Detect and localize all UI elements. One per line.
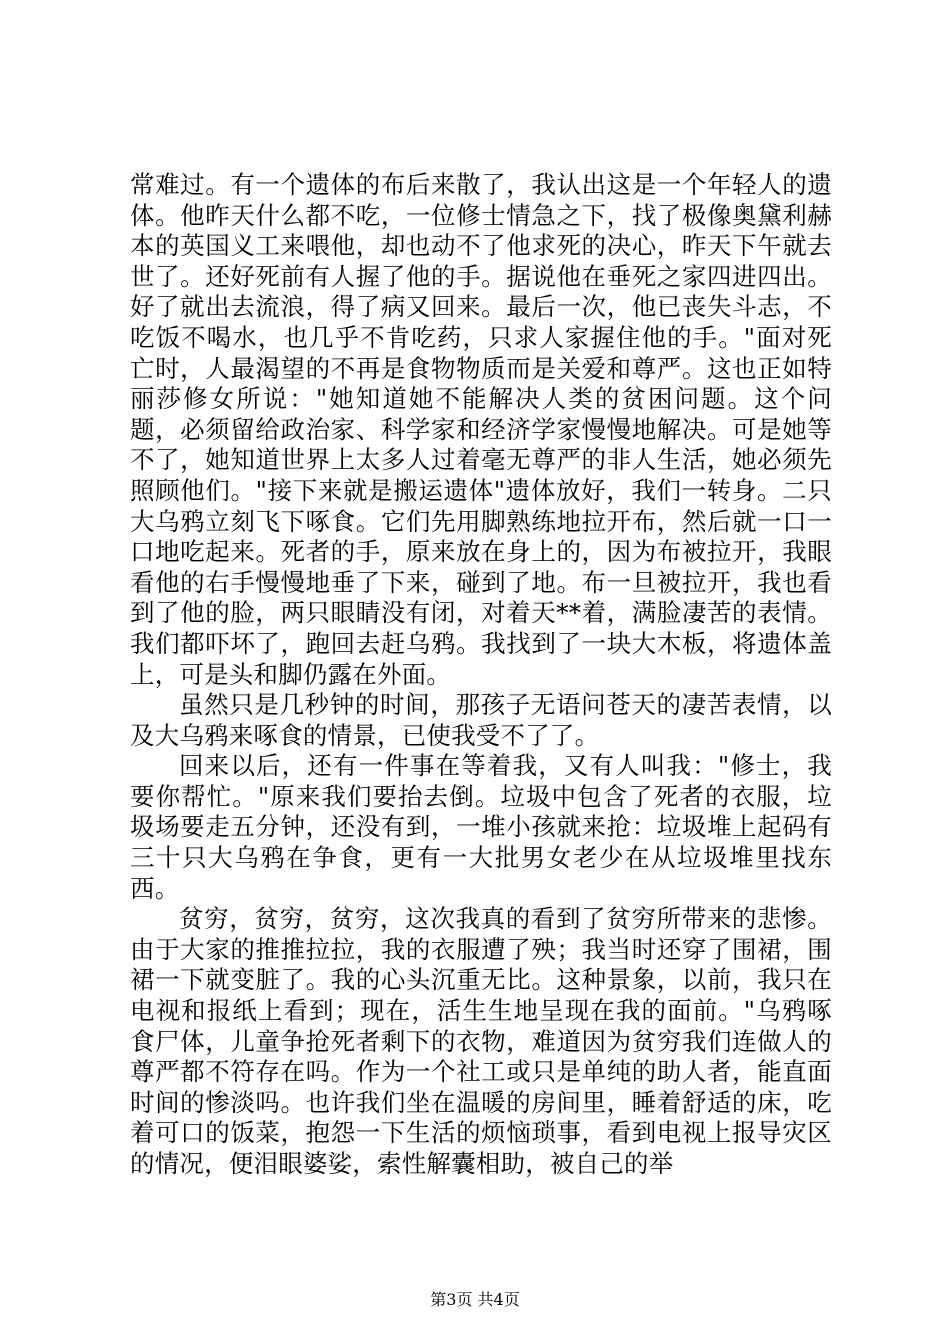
page-number-footer: 第3页 共4页 (430, 1290, 520, 1309)
paragraph-1: 常难过。有一个遗体的布后来散了，我认出这是一个年轻人的遗体。他昨天什么都不吃，一位修士情急之下，找了极像奥黛利赫本的英国义工来喂他，却也动不了他求死的决心，昨天下午就去世了。还好死前有人握了他的手。据说他在垂死之家四进四出。好了就出去流浪，得了病又回来。最后一次，他已丧失斗志，不吃饭不喝水，也几乎不肯吃药，只求人家握住他的手。"面对死亡时，人最渴望的不再是食物物质而是关爱和尊严。这也正如特丽莎修女所说："她知道她不能解决人类的贫困问题。这个问题，必须留给政治家、科学家和经济学家慢慢地解决。可是她等不了，她知道世界上太多人过着毫无尊严的非人生活，她必须先照顾他们。"接下来就是搬运遗体"遗体放好，我们一转身。二只大乌鸦立刻飞下啄食。它们先用脚熟练地拉开布，然后就一口一口地吃起来。死者的手，原来放在身上的，因为布被拉开，我眼看他的右手慢慢地垂了下来，碰到了地。布一旦被拉开，我也看到了他的脸，两只眼睛没有闭，对着天**着，满脸凄苦的表情。我们都吓坏了，跑回去赶乌鸦。我找到了一块大木板，将遗体盖上，可是头和脚仍露在外面。 (130, 170, 832, 689)
document-body (130, 170, 832, 1180)
paragraph-2: 虽然只是几秒钟的时间，那孩子无语问苍天的凄苦表情，以及大乌鸦来啄食的情景，已使我受不了了。 (130, 690, 832, 750)
paragraph-4: 贫穷，贫穷，贫穷，这次我真的看到了贫穷所带来的悲惨。由于大家的推推拉拉，我的衣服遭了殃；我当时还穿了围裙，围裙一下就变脏了。我的心头沉重无比。这种景象，以前，我只在电视和报纸上看到；现在，活生生地呈现在我的面前。"乌鸦啄食尸体，儿童争抢死者剩下的衣物，难道因为贫穷我们连做人的尊严都不符存在吗。作为一个社工或只是单纯的助人者，能直面时间的惨淡吗。也许我们坐在温暖的房间里，睡着舒适的床，吃着可口的饭菜，抱怨一下生活的烦恼琐事，看到电视上报导灾区的情况，便泪眼婆娑，索性解囊相助，被自己的举 (130, 904, 832, 1178)
paragraph-3: 回来以后，还有一件事在等着我，又有人叫我："修士，我要你帮忙。"原来我们要抬去倒。垃圾中包含了死者的衣服，垃圾场要走五分钟，还没有到，一堆小孩就来抢：垃圾堆上起码有三十只大乌鸦在争食，更有一大批男女老少在从垃圾堆里找东西。 (130, 751, 832, 903)
